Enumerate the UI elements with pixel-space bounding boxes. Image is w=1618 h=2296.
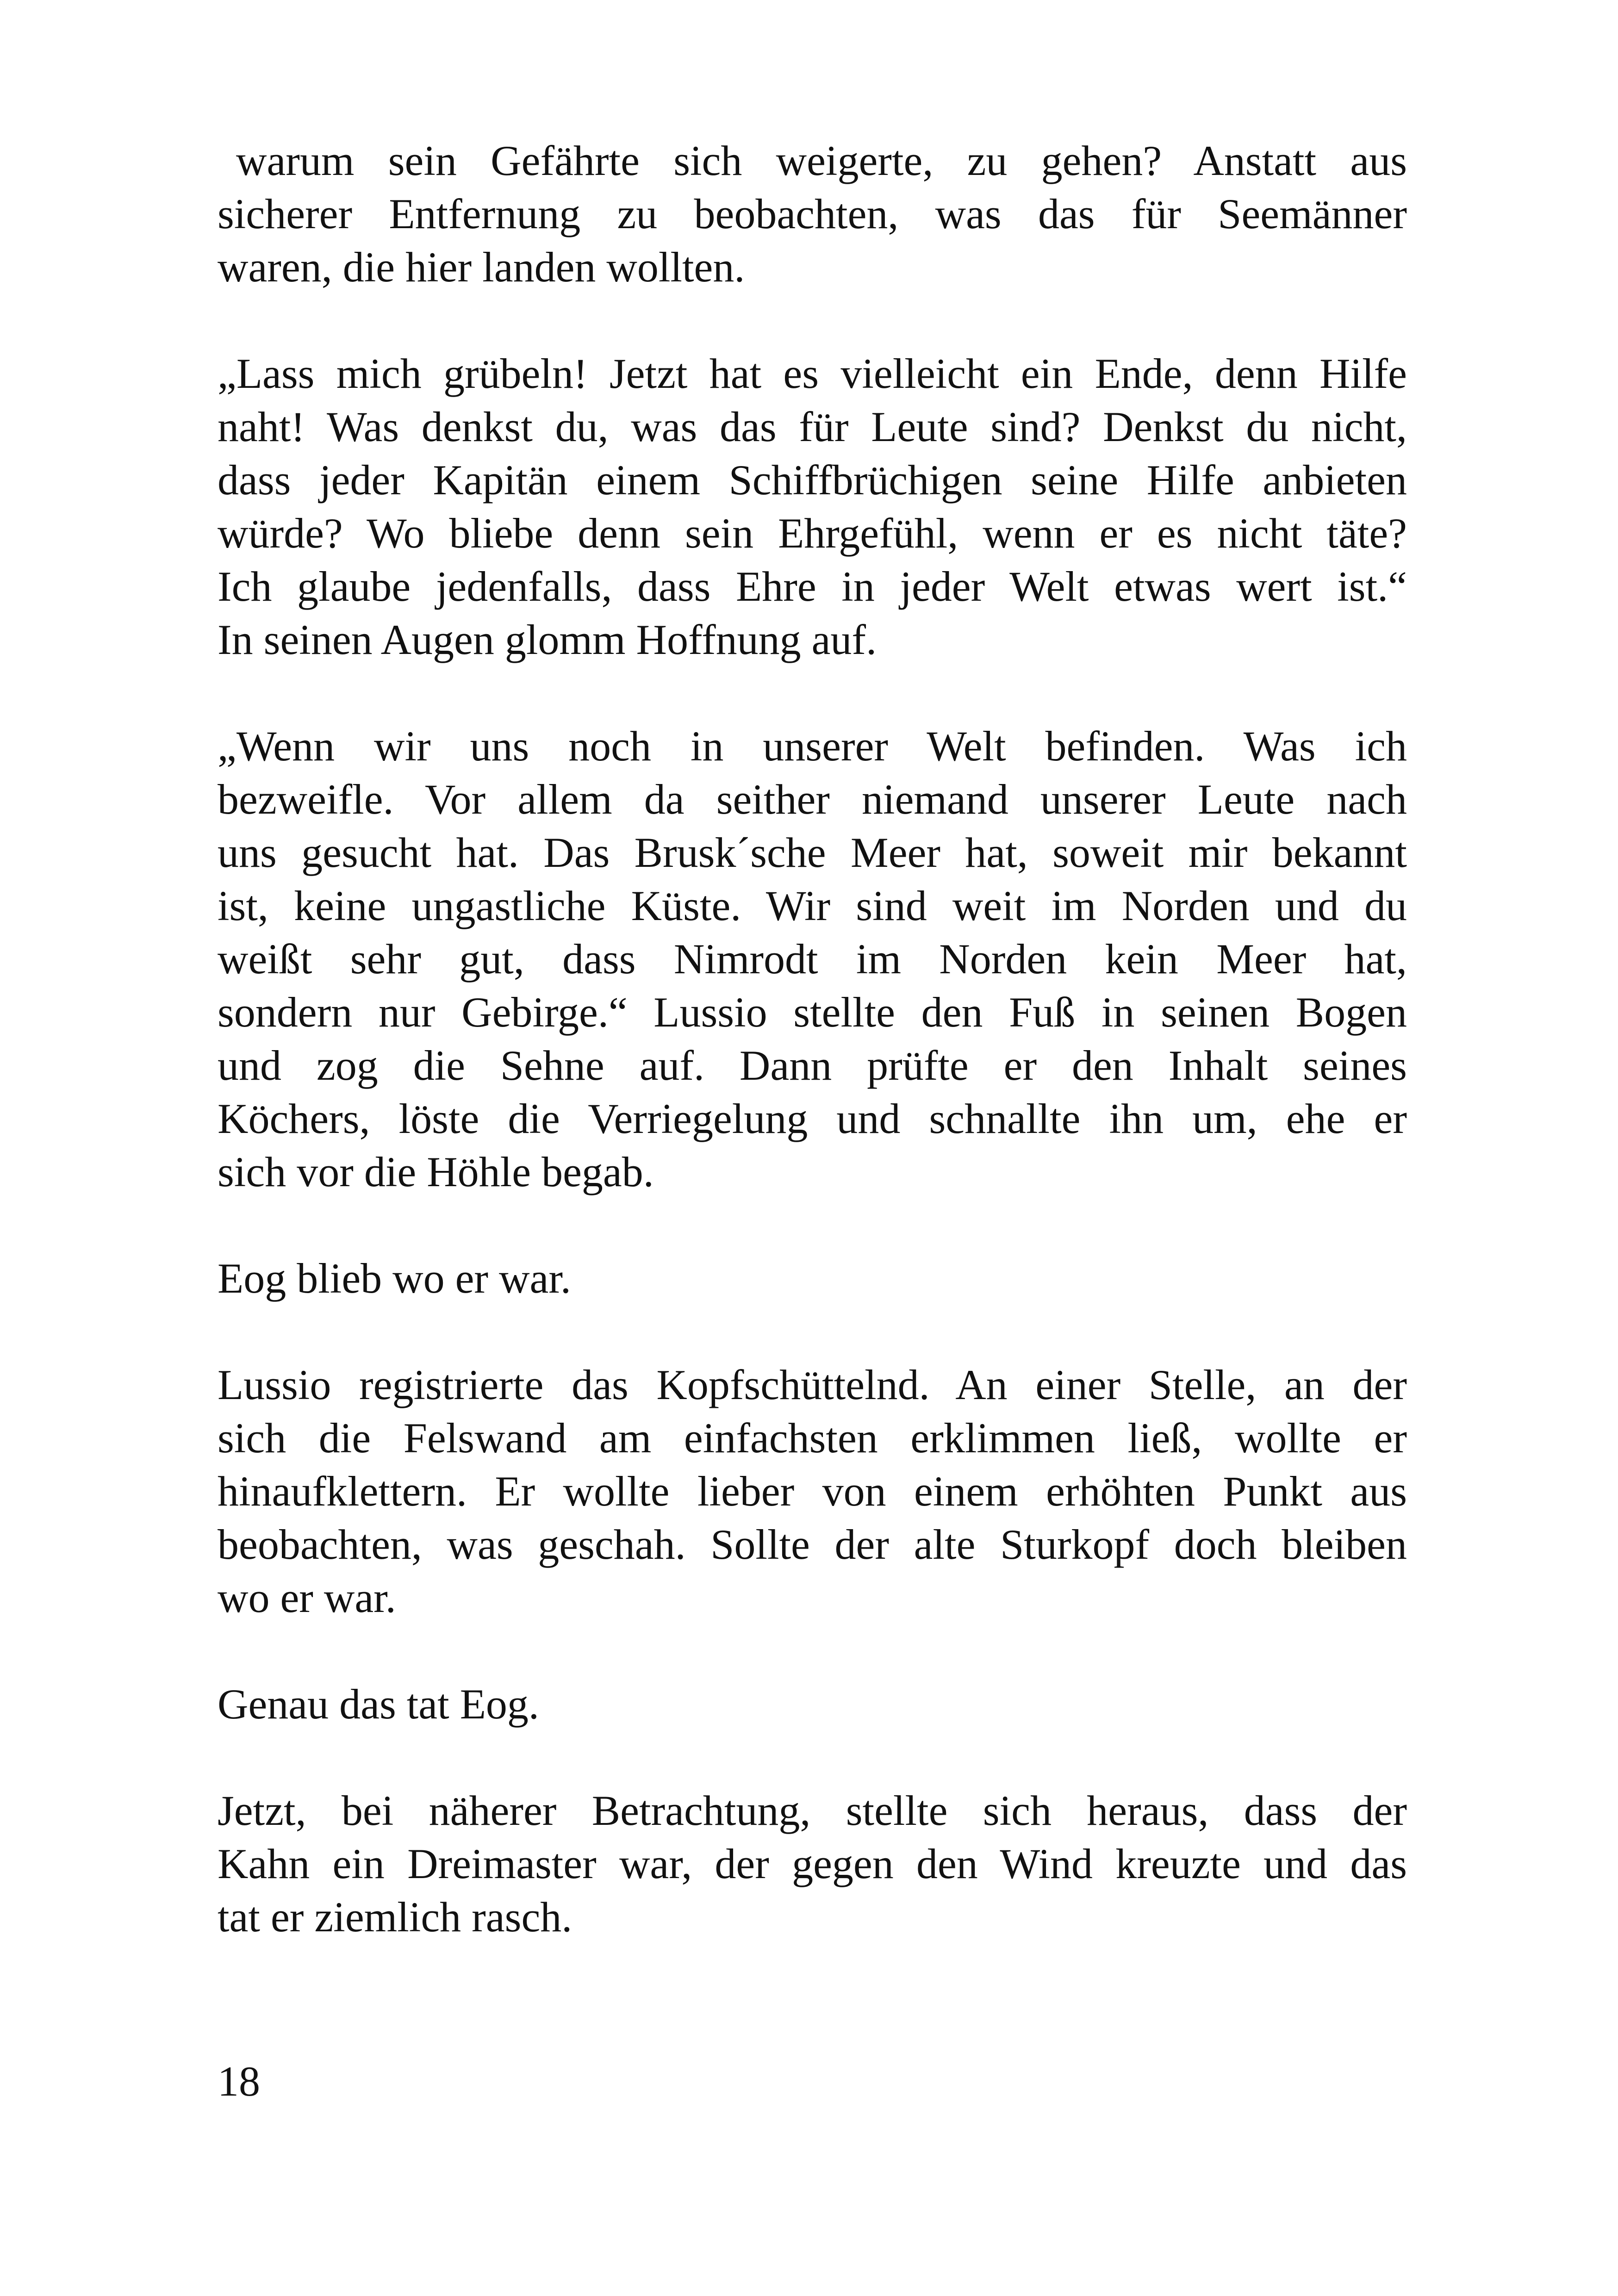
text-line: Kahn ein Dreimaster war, der gegen den Wind kreuzte und das — [218, 1840, 1407, 1887]
text-line: sicherer Entfernung zu beobachten, was das für Seemänner — [218, 190, 1407, 237]
text-line: beobachten, was geschah. Sollte der alte Sturkopf doch bleiben — [218, 1521, 1407, 1568]
text-line: Jetzt, bei näherer Betrachtung, stellte sich heraus, dass der — [218, 1787, 1407, 1834]
text-line: „Wenn wir uns noch in unserer Welt befinden. Was ich — [218, 722, 1407, 770]
paragraph-gap — [218, 1731, 1407, 1784]
text-line: Genau das tat Eog. — [218, 1680, 539, 1728]
text-line: ist, keine ungastliche Küste. Wir sind weit im Norden und du — [218, 882, 1407, 929]
text-line: warum sein Gefährte sich weigerte, zu gehen? Anstatt aus — [236, 137, 1407, 184]
paragraph-6 — [218, 1678, 1407, 1731]
text-line: weißt sehr gut, dass Nimrodt im Norden kein Meer hat, — [218, 935, 1407, 983]
text-line: Ich glaube jedenfalls, dass Ehre in jeder Welt etwas wert ist.“ — [218, 563, 1407, 610]
text-line: „Lass mich grübeln! Jetzt hat es vielleicht ein Ende, denn Hilfe — [218, 350, 1407, 397]
paragraph-gap — [218, 1199, 1407, 1252]
paragraph-7 — [218, 1784, 1407, 1944]
text-line: In seinen Augen glomm Hoffnung auf. — [218, 616, 877, 663]
text-line: bezweifle. Vor allem da seither niemand unserer Leute nach — [218, 776, 1407, 823]
text-line: Lussio registrierte das Kopfschüttelnd. An einer Stelle, an der — [218, 1361, 1407, 1408]
text-line: Eog blieb wo er war. — [218, 1255, 571, 1302]
text-line: sondern nur Gebirge.“ Lussio stellte den Fuß in seinen Bogen — [218, 989, 1407, 1036]
text-line: waren, die hier landen wollten. — [218, 243, 745, 291]
page-number: 18 — [218, 2058, 260, 2105]
paragraph-gap — [218, 1624, 1407, 1678]
paragraph-4 — [218, 1252, 1407, 1305]
paragraph-gap — [218, 666, 1407, 720]
text-line: wo er war. — [218, 1574, 396, 1621]
text-line: uns gesucht hat. Das Brusk´sche Meer hat, soweit mir bekannt — [218, 829, 1407, 876]
text-line: und zog die Sehne auf. Dann prüfte er den Inhalt seines — [218, 1042, 1407, 1089]
text-line: sich vor die Höhle begab. — [218, 1148, 654, 1195]
paragraph-3 — [218, 720, 1407, 1199]
paragraph-5 — [218, 1358, 1407, 1624]
text-line: tat er ziemlich rasch. — [218, 1893, 573, 1941]
text-line: dass jeder Kapitän einem Schiffbrüchigen seine Hilfe anbieten — [218, 456, 1407, 504]
paragraph-gap — [218, 294, 1407, 347]
text-line: naht! Was denkst du, was das für Leute sind? Denkst du nicht, — [218, 403, 1407, 450]
text-line: hinaufklettern. Er wollte lieber von einem erhöhten Punkt aus — [218, 1468, 1407, 1515]
text-line: würde? Wo bliebe denn sein Ehrgefühl, wenn er es nicht täte? — [218, 510, 1407, 557]
body-text — [218, 134, 1407, 1944]
paragraph-2 — [218, 347, 1407, 666]
text-line: Köchers, löste die Verriegelung und schnallte ihn um, ehe er — [218, 1095, 1407, 1142]
text-line: sich die Felswand am einfachsten erklimmen ließ, wollte er — [218, 1414, 1407, 1462]
paragraph-1 — [218, 134, 1407, 294]
paragraph-gap — [218, 1305, 1407, 1358]
